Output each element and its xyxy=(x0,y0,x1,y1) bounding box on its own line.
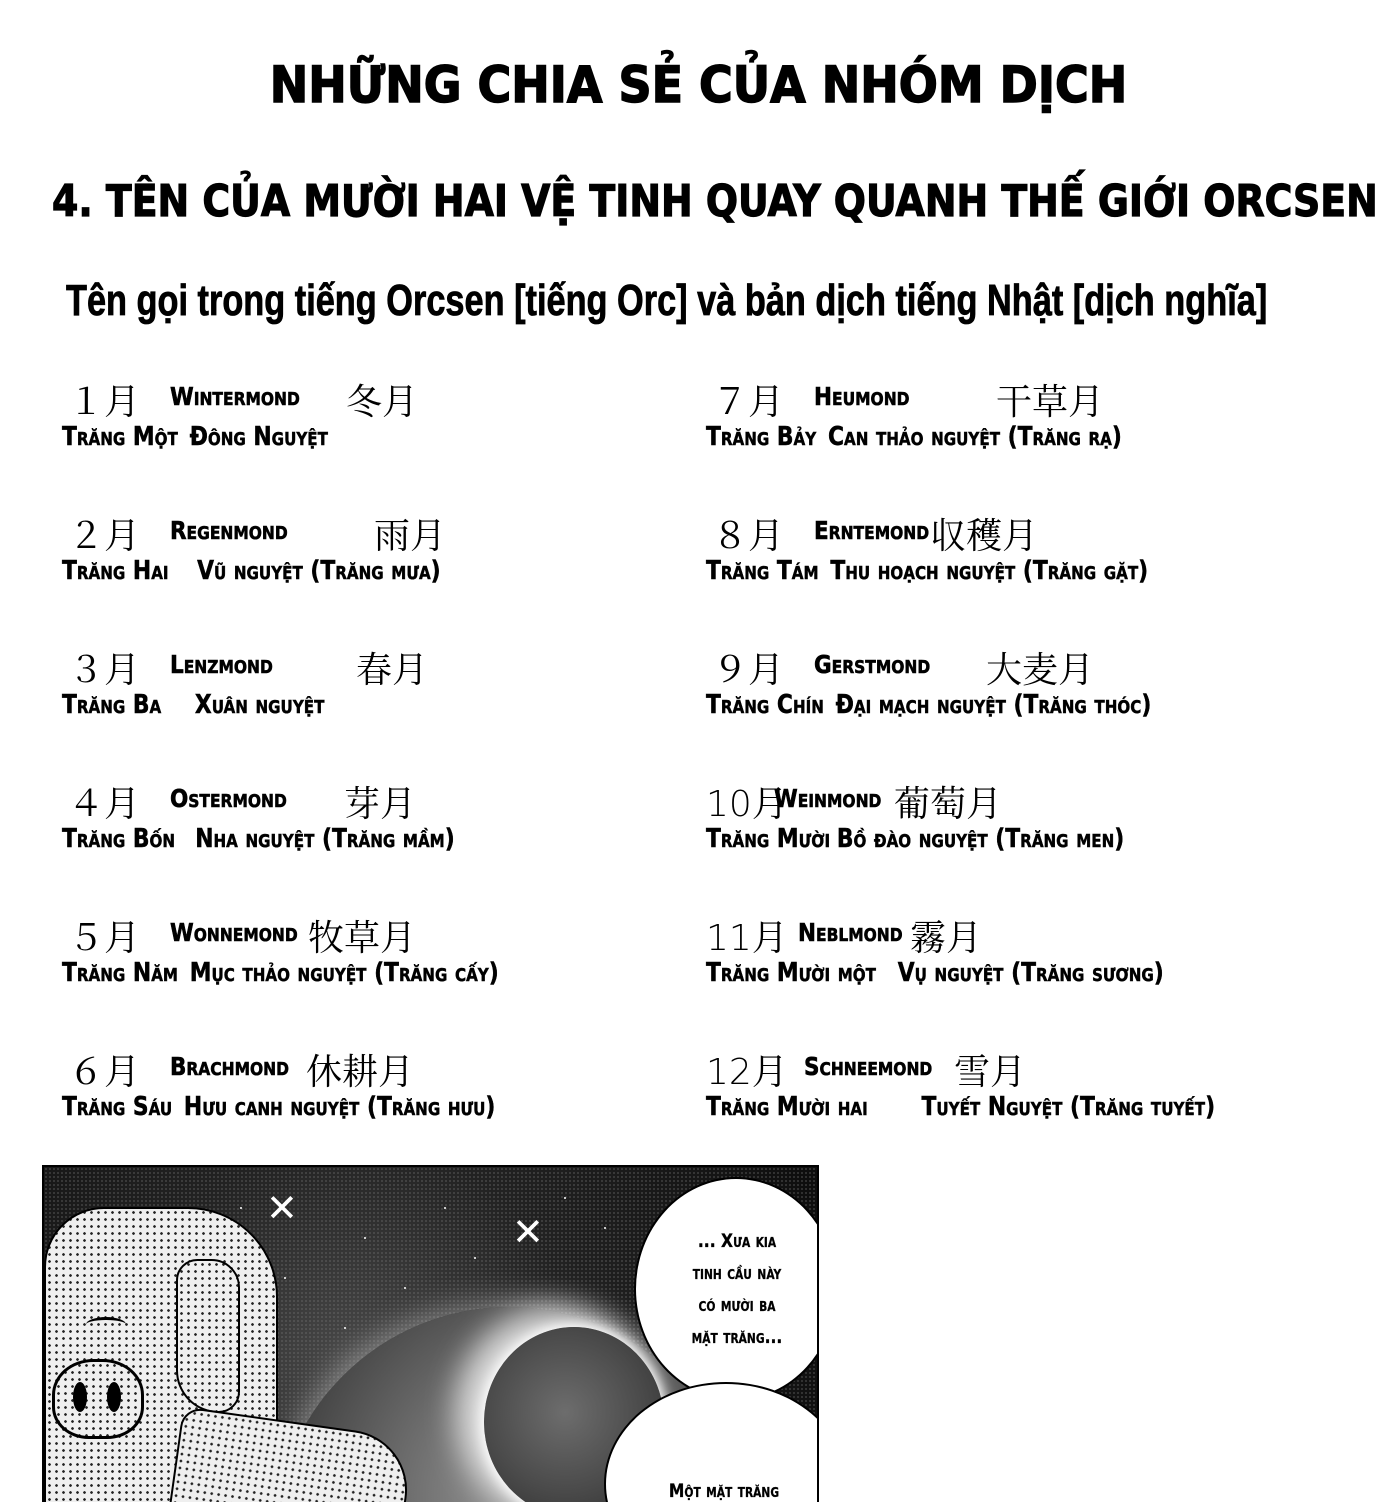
vn-meaning: Đông Nguyệt xyxy=(189,422,328,452)
orc-name: Ostermond xyxy=(170,784,287,813)
vn-meaning: Vụ nguyệt (Trăng sương) xyxy=(897,958,1164,988)
japanese-name: 休耕月 xyxy=(306,1052,415,1093)
vn-meaning: Thu hoạch nguyệt (Trăng gặt) xyxy=(830,556,1149,586)
orc-name: Neblmond xyxy=(798,918,903,947)
vn-meaning: Can thảo nguyệt (Trăng rạ) xyxy=(827,422,1122,452)
orc-name: Weinmond xyxy=(774,784,882,813)
month-number: ５月 xyxy=(68,918,141,959)
orc-name: Schneemond xyxy=(804,1052,933,1081)
vn-name: Trăng Bốn xyxy=(62,824,176,854)
japanese-name: 冬月 xyxy=(346,382,419,423)
orc-name: Brachmond xyxy=(170,1052,289,1081)
japanese-name: 芽月 xyxy=(344,784,417,825)
orc-name: Wintermond xyxy=(170,382,300,411)
speech-bubble-text: Một mặt trăng xyxy=(668,1480,780,1502)
vn-meaning: Bồ đào nguyệt (Trăng men) xyxy=(836,824,1125,854)
vn-name: Trăng Mười một xyxy=(706,958,876,988)
star-sparkle-icon: ✕ xyxy=(266,1186,298,1230)
orc-name: Lenzmond xyxy=(170,650,273,679)
orc-name: Heumond xyxy=(814,382,910,411)
vn-name: Trăng Ba xyxy=(62,690,162,720)
month-number: ４月 xyxy=(68,784,141,825)
month-number: ６月 xyxy=(68,1052,141,1093)
month-number: ３月 xyxy=(68,650,141,691)
manga-panel xyxy=(42,1165,819,1502)
month-number: 12月 xyxy=(706,1052,788,1093)
japanese-name: 牧草月 xyxy=(308,918,417,959)
vn-name: Trăng Mười xyxy=(706,824,831,854)
vn-meaning: Vũ nguyệt (Trăng mưa) xyxy=(197,556,441,586)
vn-meaning: Xuân nguyệt xyxy=(194,690,325,720)
vn-name: Trăng Hai xyxy=(62,556,169,586)
japanese-name: 葡萄月 xyxy=(894,784,1003,825)
section-heading: 4. TÊN CỦA MƯỜI HAI VỆ TINH QUAY QUANH THẾ GIỚI ORCSEN xyxy=(52,176,1378,227)
orc-name: Gerstmond xyxy=(814,650,931,679)
vn-name: Trăng Mười hai xyxy=(706,1092,868,1122)
vn-name: Trăng Tám xyxy=(706,556,819,586)
month-number: ２月 xyxy=(68,516,141,557)
japanese-name: 雨月 xyxy=(374,516,447,557)
month-number: ８月 xyxy=(712,516,785,557)
month-number: 10月 xyxy=(706,784,788,825)
japanese-name: 収穫月 xyxy=(930,516,1039,557)
vn-name: Trăng Sáu xyxy=(62,1092,173,1122)
vn-meaning: Nha nguyệt (Trăng mầm) xyxy=(195,824,455,854)
vn-name: Trăng Một xyxy=(62,422,178,452)
vn-meaning: Tuyết Nguyệt (Trăng tuyết) xyxy=(921,1092,1216,1122)
star-sparkle-icon: ✕ xyxy=(512,1210,544,1254)
month-number: 11月 xyxy=(706,918,788,959)
orc-name: Regenmond xyxy=(170,516,288,545)
month-number: ７月 xyxy=(712,382,785,423)
vn-name: Trăng Chín xyxy=(706,690,824,720)
vn-name: Trăng Năm xyxy=(62,958,178,988)
orc-name: Erntemond xyxy=(814,516,930,545)
subheading: Tên gọi trong tiếng Orcsen [tiếng Orc] và bản dịch tiếng Nhật [dịch nghĩa] xyxy=(66,276,1268,325)
month-number: ９月 xyxy=(712,650,785,691)
month-number: １月 xyxy=(68,382,141,423)
vn-meaning: Mục thảo nguyệt (Trăng cấy) xyxy=(189,958,499,988)
vn-meaning: Đại mạch nguyệt (Trăng thóc) xyxy=(835,690,1152,720)
orc-name: Wonnemond xyxy=(170,918,298,947)
page-title: NHỮNG CHIA SẺ CỦA NHÓM DỊCH xyxy=(269,56,1128,114)
japanese-name: 干草月 xyxy=(996,382,1105,423)
japanese-name: 雪月 xyxy=(954,1052,1027,1093)
japanese-name: 大麦月 xyxy=(986,650,1095,691)
japanese-name: 春月 xyxy=(356,650,429,691)
vn-name: Trăng Bảy xyxy=(706,422,817,452)
vn-meaning: Hưu canh nguyệt (Trăng hưu) xyxy=(183,1092,496,1122)
speech-bubble-text: ... Xưa kia tinh cầu này có mười ba mặt trăng... xyxy=(691,1230,783,1348)
japanese-name: 霧月 xyxy=(910,918,983,959)
